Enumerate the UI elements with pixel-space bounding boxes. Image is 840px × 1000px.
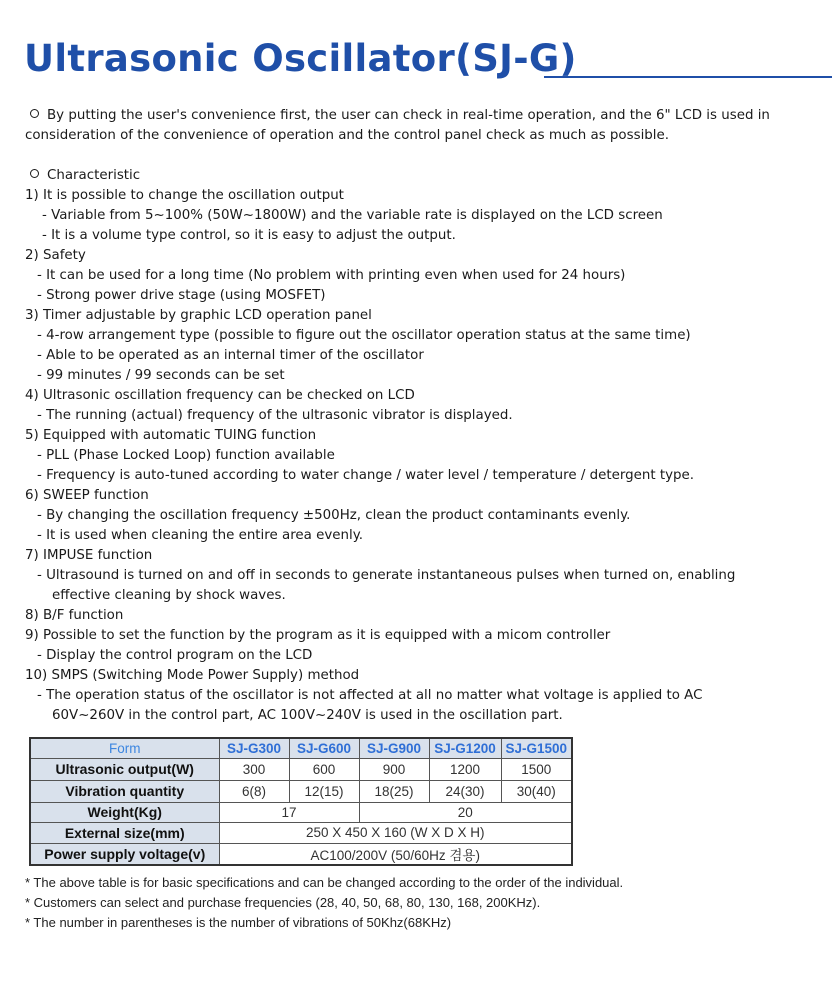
feature-heading: 8) B/F function [25, 608, 124, 623]
table-row [30, 780, 572, 802]
feature-detail: - It can be used for a long time (No problem with printing even when used for 24 hours) [37, 268, 626, 283]
description [25, 106, 825, 726]
table-cell: 12(15) [289, 780, 359, 802]
intro-line-2: consideration of the convenience of operation and the control panel check as much as possible. [25, 128, 670, 143]
model-header: SJ-G1200 [429, 738, 501, 758]
table-cell: 900 [359, 758, 429, 780]
feature-heading: 9) Possible to set the function by the program as it is equipped with a micom controller [25, 628, 611, 643]
feature-heading: 4) Ultrasonic oscillation frequency can be checked on LCD [25, 388, 415, 403]
model-header: SJ-G900 [359, 738, 429, 758]
feature-heading: 5) Equipped with automatic TUING function [25, 428, 317, 443]
feature-detail: - Strong power drive stage (using MOSFET) [37, 288, 326, 303]
title-underline [544, 76, 832, 78]
table-cell: 6(8) [219, 780, 289, 802]
table-cell: 24(30) [429, 780, 501, 802]
model-header: SJ-G600 [289, 738, 359, 758]
feature-detail: - Variable from 5~100% (50W~1800W) and the variable rate is displayed on the LCD screen [42, 208, 663, 223]
feature-detail: - PLL (Phase Locked Loop) function available [37, 448, 335, 463]
feature-detail: effective cleaning by shock waves. [52, 588, 286, 603]
row-header: Vibration quantity [30, 780, 219, 802]
model-header: SJ-G1500 [501, 738, 572, 758]
table-row [30, 758, 572, 780]
feature-detail: - By changing the oscillation frequency ±500Hz, clean the product contaminants evenly. [37, 508, 631, 523]
footnote: * Customers can select and purchase frequencies (28, 40, 50, 68, 80, 130, 168, 200KHz). [25, 895, 541, 910]
table-cell: 1200 [429, 758, 501, 780]
feature-heading: 3) Timer adjustable by graphic LCD operation panel [25, 308, 372, 323]
feature-detail: - It is a volume type control, so it is easy to adjust the output. [42, 228, 456, 243]
feature-detail: 60V~260V in the control part, AC 100V~240V is used in the oscillation part. [52, 708, 563, 723]
table-cell: 20 [359, 802, 572, 822]
model-header: SJ-G300 [219, 738, 289, 758]
table-header-row [30, 738, 572, 758]
intro-text-1: By putting the user's convenience first, the user can check in real-time operation, and the 6" LCD is used in [47, 108, 770, 123]
table-cell: 1500 [501, 758, 572, 780]
feature-detail: - 4-row arrangement type (possible to figure out the oscillator operation status at the same time) [37, 328, 691, 343]
feature-heading: 6) SWEEP function [25, 488, 149, 503]
table-cell: 18(25) [359, 780, 429, 802]
row-header: Weight(Kg) [30, 802, 219, 822]
page-title: Ultrasonic Oscillator(SJ-G) [24, 37, 577, 80]
footnote: * The number in parentheses is the number of vibrations of 50Khz(68KHz) [25, 915, 452, 930]
feature-heading: 1) It is possible to change the oscillation output [25, 188, 344, 203]
bullet-icon [30, 169, 39, 178]
row-header: Power supply voltage(v) [30, 843, 219, 865]
row-header: Ultrasonic output(W) [30, 758, 219, 780]
table-cell: 600 [289, 758, 359, 780]
feature-detail: - Ultrasound is turned on and off in seconds to generate instantaneous pulses when turned on, enabling [37, 568, 736, 583]
table-row [30, 802, 572, 822]
feature-list [25, 186, 825, 726]
feature-detail: - Able to be operated as an internal timer of the oscillator [37, 348, 424, 363]
table-cell: AC100/200V (50/60Hz 겸용) [219, 843, 572, 865]
form-header: Form [30, 738, 219, 758]
bullet-icon [30, 109, 39, 118]
feature-heading: 10) SMPS (Switching Mode Power Supply) method [25, 668, 360, 683]
table-row [30, 843, 572, 865]
intro-line-1 [25, 106, 825, 126]
feature-detail: - The operation status of the oscillator is not affected at all no matter what voltage is applied to AC [37, 688, 703, 703]
feature-detail: - Frequency is auto-tuned according to water change / water level / temperature / detergent type. [37, 468, 695, 483]
title-row [24, 34, 832, 84]
characteristic-heading [25, 166, 825, 186]
table-row [30, 822, 572, 843]
table-cell: 30(40) [501, 780, 572, 802]
characteristic-heading-text: Characteristic [47, 168, 141, 183]
footnote: * The above table is for basic specifications and can be changed according to the order of the individual. [25, 875, 624, 890]
footnotes [25, 873, 623, 933]
feature-detail: - It is used when cleaning the entire area evenly. [37, 528, 363, 543]
feature-heading: 7) IMPUSE function [25, 548, 153, 563]
feature-detail: - 99 minutes / 99 seconds can be set [37, 368, 285, 383]
feature-detail: - Display the control program on the LCD [37, 648, 313, 663]
table-cell: 250 X 450 X 160 (W X D X H) [219, 822, 572, 843]
spec-table [29, 737, 573, 866]
table-cell: 17 [219, 802, 359, 822]
table-cell: 300 [219, 758, 289, 780]
feature-detail: - The running (actual) frequency of the ultrasonic vibrator is displayed. [37, 408, 513, 423]
feature-heading: 2) Safety [25, 248, 86, 263]
row-header: External size(mm) [30, 822, 219, 843]
